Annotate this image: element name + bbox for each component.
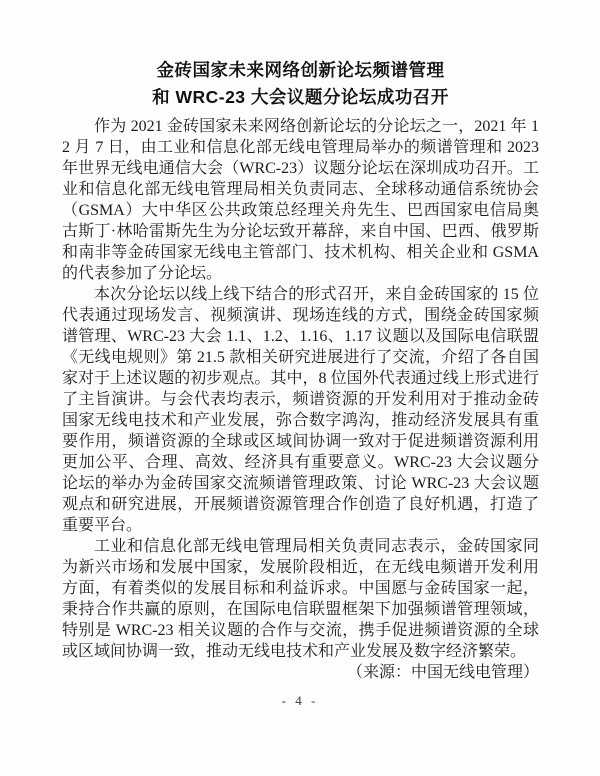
- page-number: - 4 -: [281, 693, 319, 708]
- paragraph-2: 本次分论坛以线上线下结合的形式召开，来自金砖国家的 15 位代表通过现场发言、视频演讲、现场连线的方式，围绕金砖国家频谱管理、WRC-23 大会 1.1、1.2、1.16、1.17 议题以及国际电信联盟《无线电规则》第 21.5 款相关研究进展进行了交流，介绍了各自国家对于上述议题的初步观点。其中，8 位国外代表通过线上形式进行了主旨演讲。与会代表均表示，频谱资源的开发利用对于推动金砖国家无线电技术和产业发展，弥合数字鸿沟，推动经济发展具有重要作用，频谱资源的全球或区域间协调一致对于促进频谱资源利用更加公平、合理、高效、经济具有重要意义。WRC-23 大会议题分论坛的举办为金砖国家交流频谱管理政策、讨论 WRC-23 大会议题观点和研究进展，开展频谱资源管理合作创造了良好机遇，打造了重要平台。: [62, 286, 539, 534]
- title-line-1: 金砖国家未来网络创新论坛频谱管理: [156, 60, 445, 80]
- paragraph-1: 作为 2021 金砖国家未来网络创新论坛的分论坛之一，2021 年 12 月 7 日，由工业和信息化部无线电管理局举办的频谱管理和 2023 年世界无线电通信大会（WRC-23）议题分论坛在深圳成功召开。工业和信息化部无线电管理局相关负责同志、全球移动通信系统协会（GSMA）大中华区公共政策总经理关舟先生、巴西国家电信局奥古斯丁·林哈雷斯先生为分论坛致开幕辞，来自中国、巴西、俄罗斯和南非等金砖国家无线电主管部门、技术机构、相关企业和 GSMA 的代表参加了分论坛。: [62, 118, 539, 282]
- document-title: [62, 57, 539, 111]
- document-body: [62, 116, 539, 683]
- source-attribution: （来源：中国无线电管理）: [346, 664, 539, 681]
- paragraph-3: 工业和信息化部无线电管理局相关负责同志表示，金砖国家同为新兴市场和发展中国家，发展阶段相近，在无线电频谱开发利用方面，有着类似的发展目标和利益诉求。中国愿与金砖国家一起，秉持合作共赢的原则，在国际电信联盟框架下加强频谱管理领域，特别是 WRC-23 相关议题的合作与交流，携手促进频谱资源的全球或区域间协调一致，推动无线电技术和产业发展及数字经济繁荣。: [62, 538, 539, 660]
- title-line-2: 和 WRC-23 大会议题分论坛成功召开: [152, 87, 449, 107]
